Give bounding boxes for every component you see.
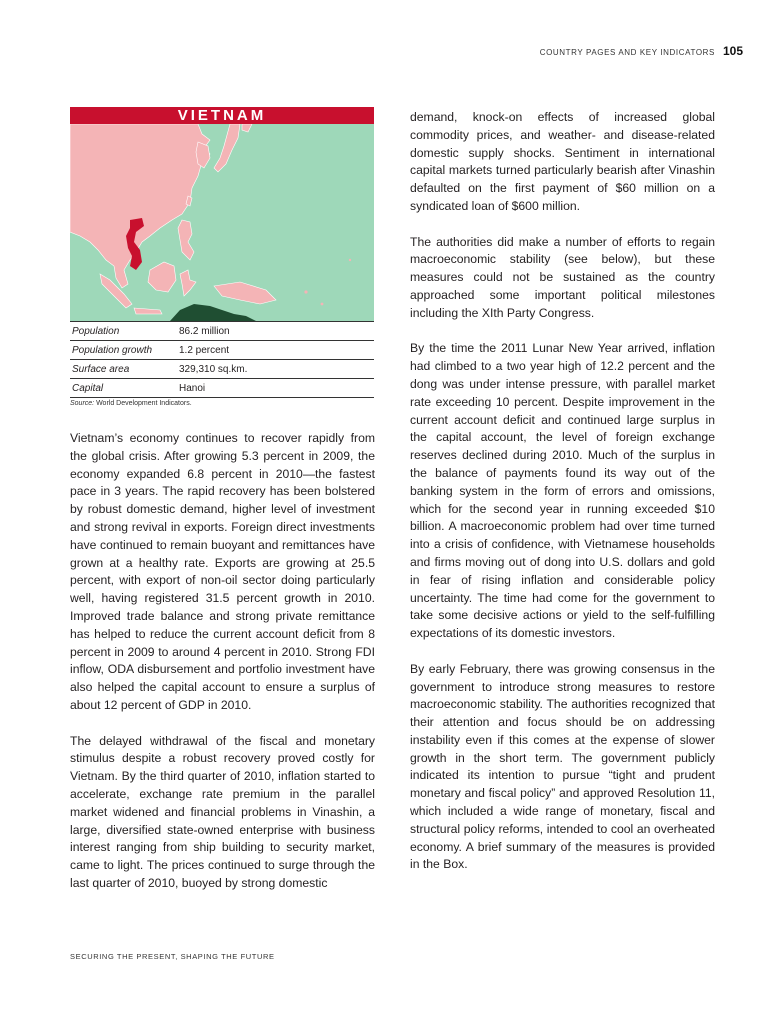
right-column (410, 109, 715, 892)
body-paragraph: demand, knock-on effects of increased global commodity prices, and weather- and disease-related domestic supply shocks. Sentiment in international capital markets turned particularly bearish after Vinashin defaulted on the first payment of $60 million on a syndicated loan of $600 million. (410, 110, 715, 213)
map-island (349, 259, 351, 261)
running-footer: SECURING THE PRESENT, SHAPING THE FUTURE (70, 952, 275, 961)
indicator-label: Capital (70, 379, 177, 398)
indicator-value: Hanoi (177, 379, 374, 398)
indicator-value: 86.2 million (177, 322, 374, 341)
region-map (70, 124, 374, 321)
country-title: VIETNAM (70, 107, 374, 124)
body-paragraph: Vietnam’s economy continues to recover rapidly from the global crisis. After growing 5.3 percent in 2009, the economy expanded 6.8 percent in 2010—the fastest pace in 3 years. The rapid recovery has been bolstered by robust domestic demand, higher level of investment and strong revival in exports. Foreign direct investments have continued to remain buoyant and remittances have grown at a healthy rate. Exports are growing at 25.5 percent, with export of non-oil sector doing particularly well, having registered 31.5 percent growth in 2010. Improved trade balance and strong private remittance has helped to reduce the current account deficit from 8 percent in 2009 to around 4 percent in 2010. Strong FDI inflow, ODA disbursement and portfolio investment have also helped the capital account to ensure a surplus of about 12 percent of GDP in 2010. (70, 431, 375, 712)
body-paragraph: The authorities did make a number of efforts to regain macroeconomic stability (see below), but these measures could not be sustained as the country approached some important political milestones including the XIth Party Congress. (410, 234, 715, 320)
indicator-value: 1.2 percent (177, 341, 374, 360)
indicator-row (70, 379, 374, 398)
source-text: World Development Indicators. (96, 400, 192, 407)
map-island (321, 303, 324, 306)
indicator-label: Surface area (70, 360, 177, 379)
indicator-row (70, 341, 374, 360)
indicator-row (70, 322, 374, 341)
indicator-value: 329,310 sq.km. (177, 360, 374, 379)
indicator-table (70, 321, 374, 398)
country-box (70, 107, 374, 407)
body-paragraph: By the time the 2011 Lunar New Year arrived, inflation had climbed to a two year high of 12.2 percent and the dong was under intense pressure, with parallel market rate exceeding 10 percent. Despite improvement in the current account deficit and continued large surplus in the capital account, the level of foreign exchange reserves declined during 2010. Much of the surplus in the balance of payments found its way out of the banking system in the form of errors and omissions, which for the second year in running exceeded $10 billion. A macroeconomic problem had over time turned into a crisis of confidence, with Vietnamese households and firms moving out of dong into U.S. dollars and gold in fear of rising inflation and considerable policy uncertainty. The time had come for the government to take some decisive actions or yield to the self-fulfilling expectations of its domestic investors. (410, 341, 715, 641)
left-column (70, 430, 375, 911)
source-label: Source: (70, 400, 95, 407)
page-number: 105 (722, 44, 743, 58)
section-title: COUNTRY PAGES AND KEY INDICATORS (539, 48, 715, 57)
source-note (70, 400, 374, 407)
running-header (540, 44, 743, 58)
body-paragraph: By early February, there was growing consensus in the government to introduce strong measures to restore macroeconomic stability. The authorities recognized that their attention and focus should be on addressing instability even if this comes at the expense of slower growth in the short term. The government publicly indicated its intention to pursue “tight and prudent monetary and fiscal policy” and approved Resolution 11, which included a wide range of monetary, fiscal and structural policy reforms, intended to cool an overheated economy. A brief summary of the measures is provided in the Box. (410, 661, 715, 872)
map-island (304, 290, 307, 293)
indicator-label: Population growth (70, 341, 177, 360)
indicator-label: Population (70, 322, 177, 341)
indicator-row (70, 360, 374, 379)
body-paragraph: The delayed withdrawal of the fiscal and monetary stimulus despite a robust recovery proved costly for Vietnam. By the third quarter of 2010, inflation started to accelerate, exchange rate premium in the parallel market widened and financial problems in Vinashin, a large, diversified state-owned enterprise with business interest ranging from ship building to security market, came to light. The prices continued to surge through the last quarter of 2010, buoyed by strong domestic (70, 733, 375, 890)
